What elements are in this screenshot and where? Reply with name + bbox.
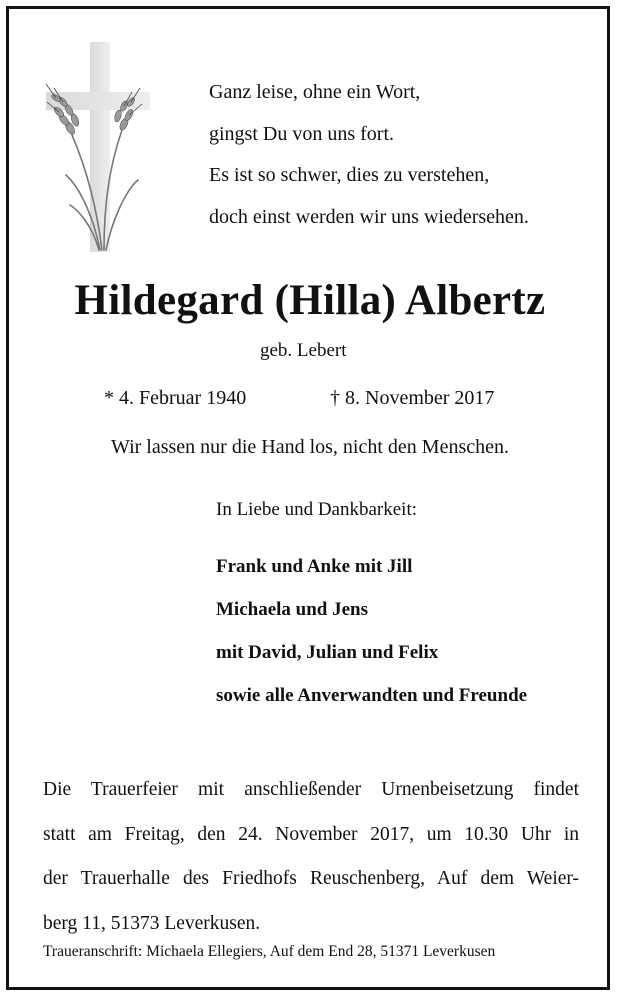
service-line: statt am Freitag, den 24. November 2017, um 10.30 Uhr in <box>43 823 579 845</box>
mourning-address: Traueranschrift: Michaela Ellegiers, Auf dem End 28, 51371 Leverkusen <box>43 943 496 960</box>
mourner-line: sowie alle Anverwandten und Freunde <box>216 685 528 706</box>
birth-name: geb. Lebert <box>260 340 347 361</box>
poem-line: doch einst werden wir uns wiedersehen. <box>209 205 529 228</box>
service-line: Die Trauerfeier mit anschließender Urnenbeisetzung findet <box>43 779 579 800</box>
thanks-intro: In Liebe und Dankbarkeit: <box>216 499 418 520</box>
birth-date: * 4. Februar 1940 <box>104 387 247 409</box>
poem-line: Ganz leise, ohne ein Wort, <box>209 81 421 103</box>
mourner-line: Frank und Anke mit Jill <box>216 556 413 577</box>
poem-line: gingst Du von uns fort. <box>209 122 394 145</box>
mourners-list <box>216 545 527 717</box>
service-details <box>43 768 579 946</box>
service-line: berg 11, 51373 Leverkusen. <box>43 912 261 934</box>
deceased-name: Hildegard (Hilla) Albertz <box>74 277 546 324</box>
poem-line: Es ist so schwer, dies zu verstehen, <box>209 164 490 186</box>
mourner-line: Michaela und Jens <box>216 599 369 620</box>
poem <box>209 72 529 238</box>
death-date: † 8. November 2017 <box>330 387 495 409</box>
cross-with-wheat-icon <box>42 40 152 255</box>
mourner-line: mit David, Julian und Felix <box>216 642 439 663</box>
motto: Wir lassen nur die Hand los, nicht den Menschen. <box>111 436 509 458</box>
service-line: der Trauerhalle des Friedhofs Reuschenberg, Auf dem Weier- <box>43 868 579 889</box>
